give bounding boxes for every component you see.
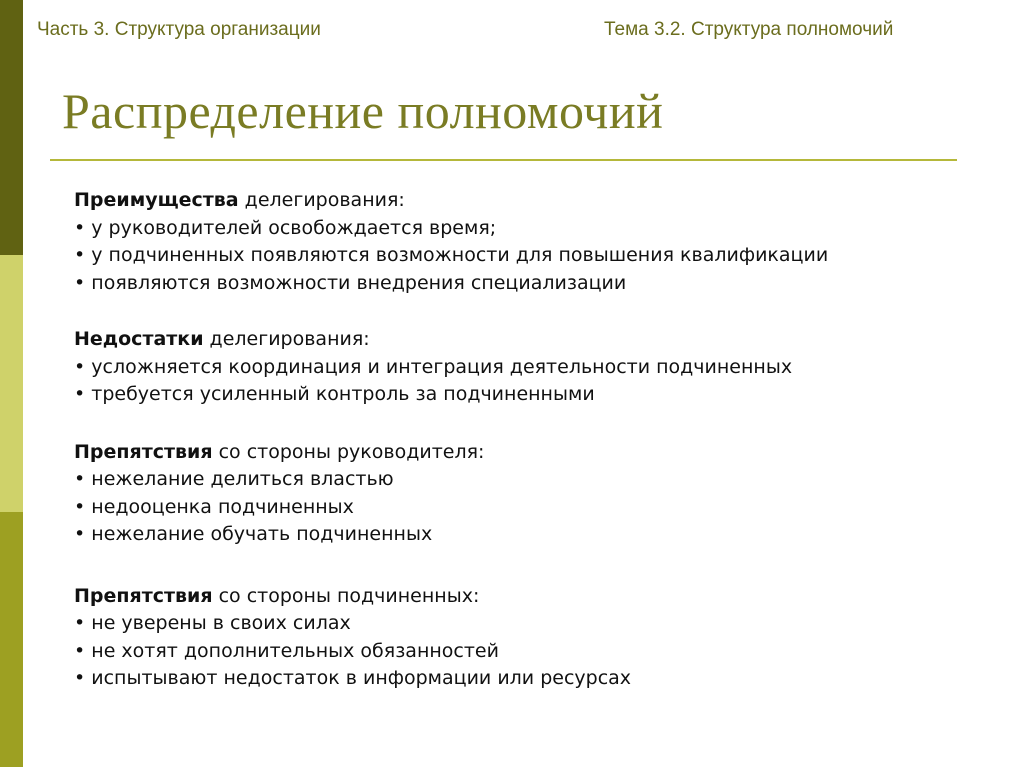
bullet: • — [74, 523, 86, 545]
header-topic-label: Тема 3.2. Структура полномочий — [604, 19, 894, 40]
list-item — [74, 270, 1004, 298]
list-item — [74, 466, 1004, 494]
section-heading — [74, 439, 1004, 467]
list-item-text: не уверены в своих силах — [91, 612, 351, 634]
section-heading — [74, 583, 1004, 611]
bullet: • — [74, 468, 86, 490]
title-divider — [50, 159, 957, 161]
list-item-text: требуется усиленный контроль за подчиненными — [91, 383, 595, 405]
list-item-text: испытывают недостаток в информации или ресурсах — [91, 667, 632, 689]
section-heading-bold: Преимущества — [74, 189, 239, 211]
section-heading-rest: со стороны руководителя: — [212, 440, 485, 463]
bullet: • — [74, 216, 86, 239]
list-item-text: нежелание делиться властью — [91, 468, 394, 490]
section-heading-rest: со стороны подчиненных: — [212, 584, 480, 607]
list-item — [74, 354, 1004, 382]
bullet: • — [74, 355, 86, 378]
section-heading-bold: Недостатки — [74, 328, 204, 350]
section-manager-obstacles — [74, 439, 1004, 549]
bullet: • — [74, 271, 86, 294]
list-item — [74, 610, 1004, 638]
list-item-text: у руководителей освобождается время; — [91, 216, 497, 239]
slide-content — [74, 187, 1004, 693]
section-heading — [74, 326, 1004, 354]
section-heading-rest: делегирования: — [238, 189, 405, 211]
section-heading-bold: Препятствия — [74, 440, 213, 463]
section-heading-bold: Препятствия — [74, 584, 213, 607]
list-item — [74, 215, 1004, 243]
list-item — [74, 638, 1004, 666]
list-item — [74, 242, 1004, 270]
list-item-text: у подчиненных появляются возможности для повышения квалификации — [91, 244, 829, 266]
list-item-text: нежелание обучать подчиненных — [91, 523, 433, 545]
side-bar-mid — [0, 512, 23, 767]
bullet: • — [74, 612, 86, 634]
list-item-text: усложняется координация и интеграция деятельности подчиненных — [91, 355, 793, 378]
bullet: • — [74, 495, 86, 518]
bullet: • — [74, 244, 86, 266]
section-heading — [74, 187, 1004, 215]
header-part-label: Часть 3. Структура организации — [37, 19, 321, 40]
list-item-text: недооценка подчиненных — [91, 495, 354, 518]
section-heading-rest: делегирования: — [203, 328, 370, 350]
list-item-text: появляются возможности внедрения специализации — [91, 271, 627, 294]
list-item — [74, 521, 1004, 549]
list-item — [74, 494, 1004, 522]
list-item-text: не хотят дополнительных обязанностей — [91, 639, 499, 662]
section-disadvantages — [74, 326, 1004, 409]
list-item — [74, 381, 1004, 409]
side-bar-dark — [0, 0, 23, 255]
bullet: • — [74, 383, 86, 405]
list-item — [74, 665, 1004, 693]
bullet: • — [74, 639, 86, 662]
section-subordinate-obstacles — [74, 583, 1004, 693]
side-bar-light — [0, 255, 23, 512]
bullet: • — [74, 667, 86, 689]
slide-title: Распределение полномочий — [62, 83, 664, 139]
section-advantages — [74, 187, 1004, 297]
